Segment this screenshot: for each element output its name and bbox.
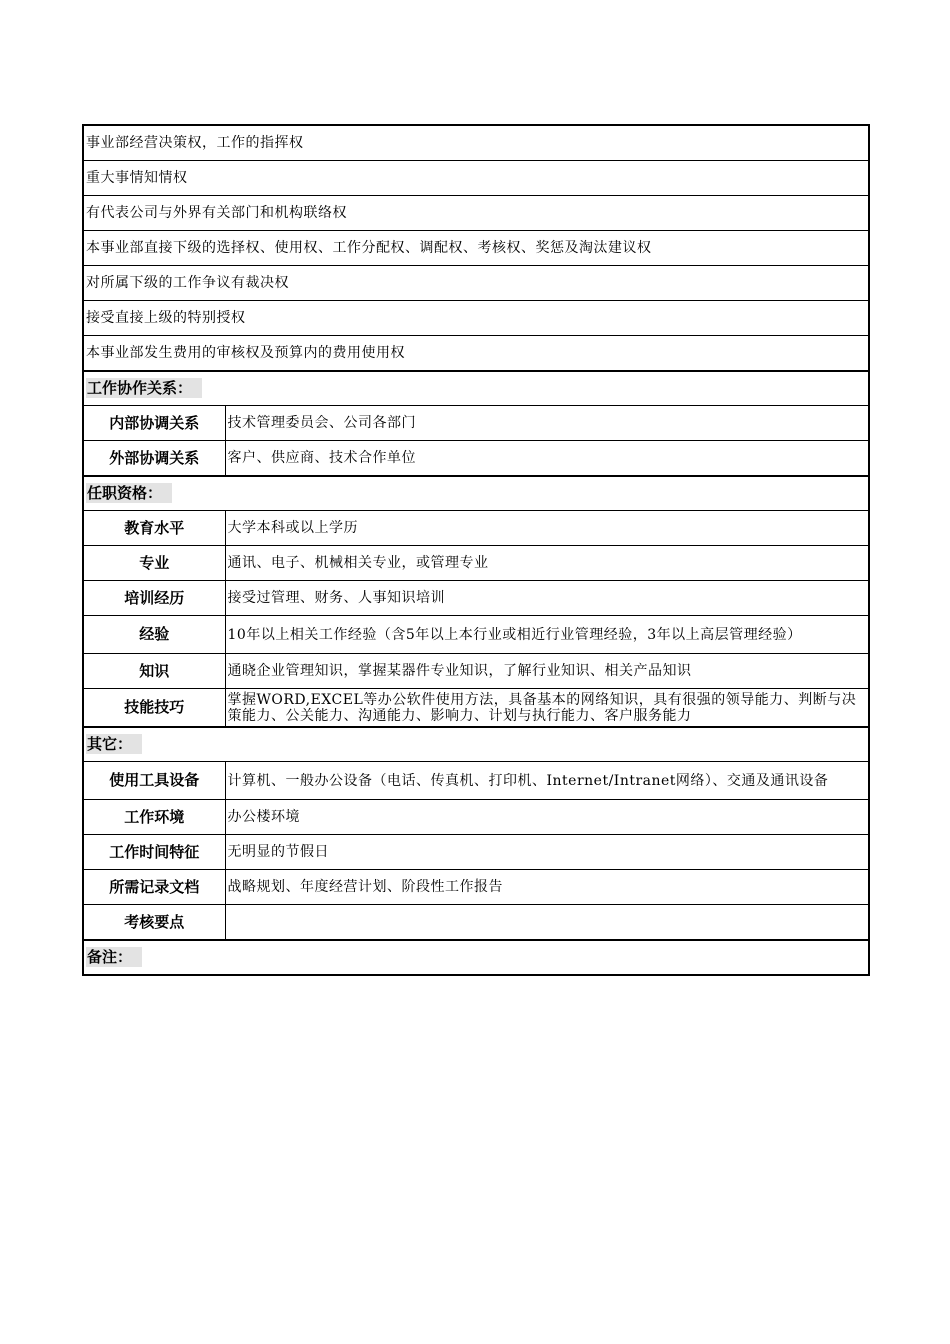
authority-row-6: 接受直接上级的特别授权 (83, 301, 869, 336)
section-remarks-title: 备注： (86, 947, 142, 967)
row-label: 内部协调关系 (83, 406, 225, 441)
row-value: 无明显的节假日 (225, 835, 869, 870)
row-label: 专业 (83, 546, 225, 581)
row-label: 技能技巧 (83, 689, 225, 728)
row-value: 计算机、一般办公设备（电话、传真机、打印机、Internet/Intranet网络）、交通及通讯设备 (225, 762, 869, 800)
section-cooperation-header (83, 371, 869, 406)
row-value (225, 905, 869, 941)
row-value: 大学本科或以上学历 (225, 511, 869, 546)
row-value: 接受过管理、财务、人事知识培训 (225, 581, 869, 616)
row-value: 掌握WORD,EXCEL等办公软件使用方法，具备基本的网络知识，具有很强的领导能力、判断与决策能力、公关能力、沟通能力、影响力、计划与执行能力、客户服务能力 (225, 689, 869, 728)
row-label: 考核要点 (83, 905, 225, 941)
section-cooperation-title: 工作协作关系： (86, 378, 202, 398)
row-label: 外部协调关系 (83, 441, 225, 477)
section-other-title: 其它： (86, 734, 142, 754)
authority-row-5: 对所属下级的工作争议有裁决权 (83, 266, 869, 301)
row-label: 所需记录文档 (83, 870, 225, 905)
row-value: 通晓企业管理知识，掌握某器件专业知识，了解行业知识、相关产品知识 (225, 654, 869, 689)
row-value: 技术管理委员会、公司各部门 (225, 406, 869, 441)
section-qualifications-title: 任职资格： (86, 483, 172, 503)
authority-row-2: 重大事情知情权 (83, 161, 869, 196)
authority-row-3: 有代表公司与外界有关部门和机构联络权 (83, 196, 869, 231)
main-table (82, 124, 870, 976)
authority-row-1: 事业部经营决策权，工作的指挥权 (83, 125, 869, 161)
row-value: 通讯、电子、机械相关专业，或管理专业 (225, 546, 869, 581)
row-label: 教育水平 (83, 511, 225, 546)
row-label: 知识 (83, 654, 225, 689)
section-remarks-header (83, 940, 869, 975)
row-label: 经验 (83, 616, 225, 654)
section-qualifications-header (83, 476, 869, 511)
job-description-table (82, 124, 868, 976)
authority-row-7: 本事业部发生费用的审核权及预算内的费用使用权 (83, 336, 869, 372)
row-value: 10年以上相关工作经验（含5年以上本行业或相近行业管理经验，3年以上高层管理经验） (225, 616, 869, 654)
row-label: 培训经历 (83, 581, 225, 616)
row-label: 工作时间特征 (83, 835, 225, 870)
authority-row-4: 本事业部直接下级的选择权、使用权、工作分配权、调配权、考核权、奖惩及淘汰建议权 (83, 231, 869, 266)
row-label: 工作环境 (83, 800, 225, 835)
row-value: 客户、供应商、技术合作单位 (225, 441, 869, 477)
row-value: 战略规划、年度经营计划、阶段性工作报告 (225, 870, 869, 905)
row-value: 办公楼环境 (225, 800, 869, 835)
section-other-header (83, 727, 869, 762)
row-label: 使用工具设备 (83, 762, 225, 800)
